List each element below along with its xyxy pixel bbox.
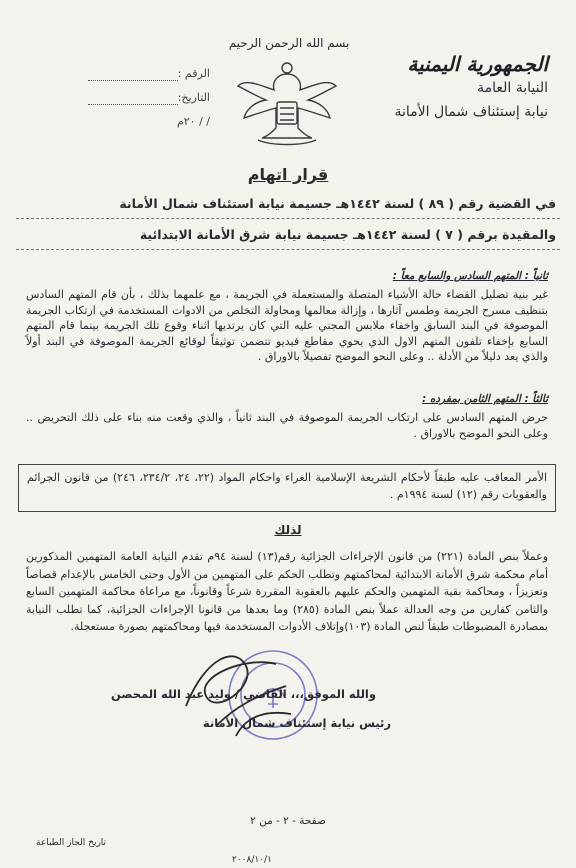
print-date-label: تاريخ الجاز الطباعة <box>36 838 107 848</box>
section-six-seven-heading: ثانياً : المتهم السادس والسابع معاً : <box>392 270 548 282</box>
decision-title: قرار اتهام <box>247 165 329 184</box>
conclusion-paragraph: وعملاً بنص المادة (٢٢١) من قانون الإجراءات الجزائية رقم(١٣) لسنة ٩٤م تقدم النيابة العامة المتهمين المذكورين أمام محكمة شرق الأمانة الابتدائية لمحاكمتهم وتطلب الحكم على المتهمين من الأول وحتى الخامس بالإعدام قصاصاً وتعزيزاً ، ومحاكمة بقية المتهمين والحكم عليهم بالعقوبة المقررة شرعاً وقانوناً، مع مراعاة محاكمة المتهمين السابع والثامن كفارين من وجه العدالة عملاً بنص المادة (٢٨٥) وما بعدها من قانونا الإجراءات الجزائية، كما تطلب النيابة بمصادرة المضبوطات طبقاً لنص المادة (١٠٣)وإتلاف الأدوات المستخدمة فيها ومحاكمتهم بصورة مستعجلة. <box>26 550 549 633</box>
yemen-eagle-emblem-icon <box>232 56 342 152</box>
date-dots <box>88 92 178 105</box>
legal-basis-text: الأمر المعاقب عليه طبقاً لأحكام الشريعة الإسلامية الغراء واحكام المواد (٢٢، ٢٤، ٢٣٤/٢، ٢٤٦) من قانون الجرائم والعقوبات رقم (١٢) لسنة ١٩٩٤م . <box>27 471 548 501</box>
number-label: الرقم : <box>177 67 210 80</box>
signature-title: رئيس نيابة إستئناف شمال الأمانة <box>202 716 391 730</box>
conclusion-heading: لذلك <box>274 523 302 537</box>
date-value: / / ٢٠م <box>176 115 210 128</box>
number-dots <box>88 68 178 81</box>
number-row <box>30 62 210 86</box>
basmala: بسم الله الرحمن الرحيم <box>228 36 350 50</box>
date-row <box>30 86 210 110</box>
case-line-2: والمقيدة برقم ( ٧ ) لسنة ١٤٤٢هـ جسيمة نيابة شرق الأمانة الابتدائية <box>139 227 556 242</box>
office-name: النيابة العامة <box>477 80 548 96</box>
case-line-1: في القضية رقم ( ٨٩ ) لسنة ١٤٤٢هـ جسيمة نيابة استئناف شمال الأمانة <box>119 196 556 211</box>
page-number: صفحة - ٢ - من ٢ <box>250 815 326 827</box>
section-eight-heading: ثالثاً : المتهم الثامن بمفرده : <box>422 393 548 405</box>
republic-name: الجمهورية اليمنية <box>407 52 548 76</box>
divider <box>16 249 560 250</box>
section-eight-text: حرض المتهم السادس على ارتكاب الجريمة الموصوفة في البند ثانياً ، والذي وقعت منه بناء على ذلك التحريض .. وعلى النحو الموضح بالاوراق . <box>26 411 548 440</box>
barcode-number: ٢٠٠٨/١٠/١ <box>232 855 272 865</box>
section-six-seven-text: غير بنية تضليل القضاء حالة الأشياء المتصلة والمستعملة في الجريمة ، مع علمهما بذلك ، بأن قام المتهم السادس بتنظيف مسرح الجريمة وطمس آثارها ، وإزالة معالمها ومحاولة التخلص من الادوات المستخدمة في ارتكاب الجريمة الموصوفة في البند السابق واخفاء ملابس المجني عليه التي كان يرتديها اثناء وقوع تلك الجريمة بينما قام المتهم السابع بإخفاء تلفون المتهم الاول الذي يحوي مقاطع فيديو تتضمن توثيقاً لوقائع الجريمة الموصوفة في البند أولاً والذي يعد دليلاً من الأدلة .. وعلى النحو الموضح تفصيلاً بالاوراق . <box>26 288 548 363</box>
legal-basis-box <box>18 464 556 512</box>
header-office-block <box>348 52 548 124</box>
divider <box>16 218 560 219</box>
reference-block <box>30 62 210 134</box>
office-branch: نيابة إستئناف شمال الأمانة <box>394 104 548 120</box>
date-label: التاريخ: <box>177 91 210 104</box>
signature-closing: والله الموفق،،، القاضي / وليد عبد الله المحصن <box>111 687 376 701</box>
